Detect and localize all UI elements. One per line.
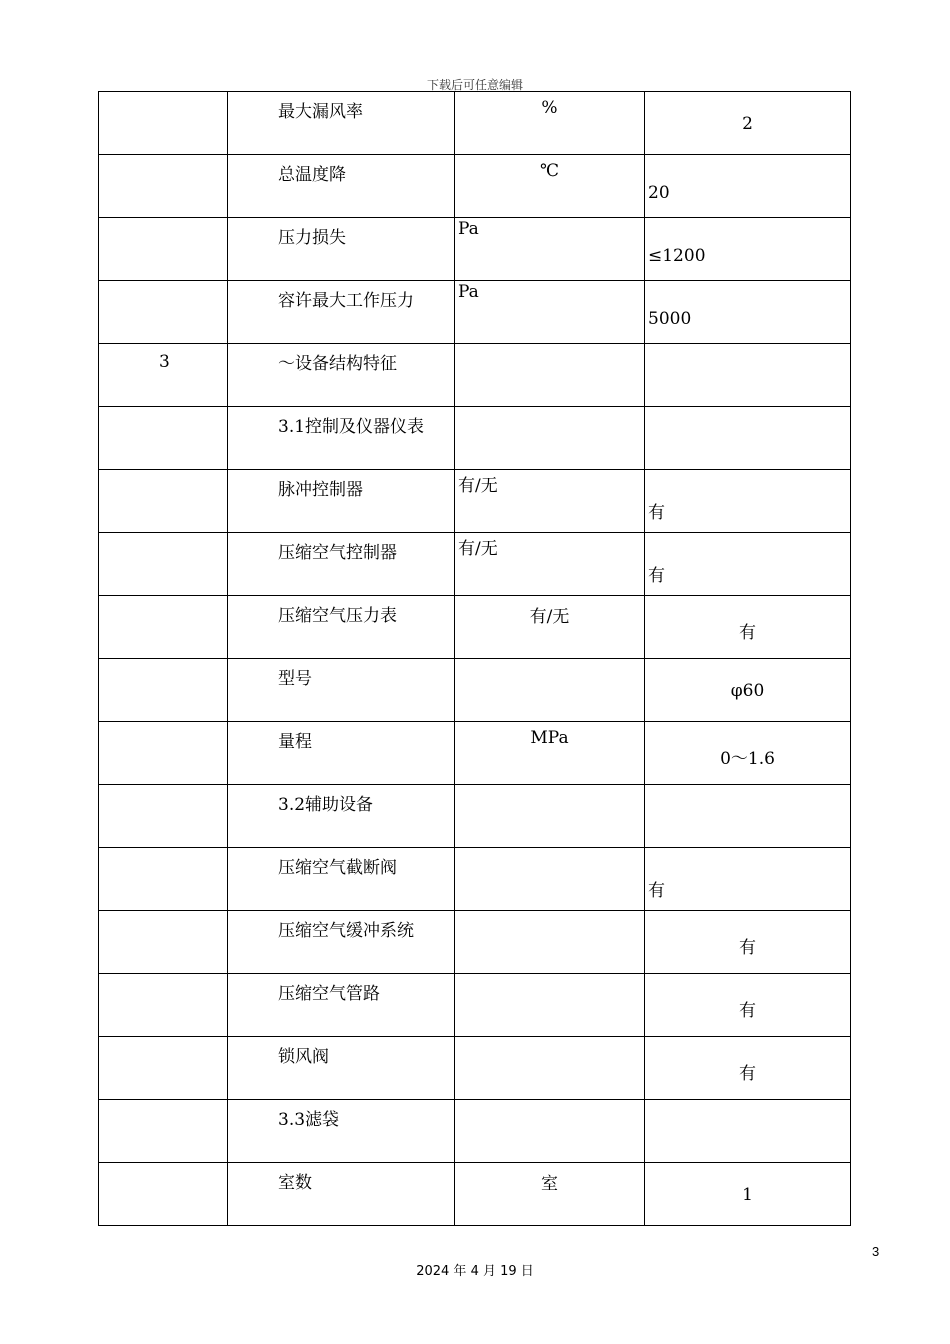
item-cell — [228, 1163, 455, 1226]
unit-cell — [455, 533, 645, 596]
value-cell — [645, 218, 851, 281]
unit: 室 — [541, 1174, 558, 1194]
value-cell — [645, 785, 851, 848]
item-name: 3.3滤袋 — [278, 1110, 340, 1130]
item-name: 脉冲控制器 — [278, 480, 363, 500]
unit-cell — [455, 659, 645, 722]
unit: Pa — [458, 282, 479, 302]
table-row — [99, 1163, 851, 1226]
item-name: 压缩空气控制器 — [278, 543, 397, 563]
value-cell — [645, 470, 851, 533]
table-row — [99, 911, 851, 974]
item-cell — [228, 281, 455, 344]
unit-cell — [455, 407, 645, 470]
item-name: 量程 — [278, 732, 312, 752]
unit: 有/无 — [458, 539, 498, 559]
row-number-cell — [99, 848, 228, 911]
page-number: 3 — [872, 1244, 880, 1259]
row-number-cell — [99, 470, 228, 533]
unit: 有/无 — [458, 476, 498, 496]
table-row — [99, 533, 851, 596]
value: 1 — [742, 1185, 753, 1205]
unit-cell — [455, 911, 645, 974]
item-name: 压力损失 — [278, 228, 346, 248]
item-cell — [228, 92, 455, 155]
item-name: 压缩空气管路 — [278, 984, 380, 1004]
unit-cell — [455, 155, 645, 218]
value: 0～1.6 — [720, 749, 775, 769]
value: 有 — [648, 503, 665, 523]
value: 有 — [739, 938, 756, 958]
value: 有 — [739, 1064, 756, 1084]
table-row — [99, 659, 851, 722]
row-number-cell — [99, 92, 228, 155]
value-cell — [645, 911, 851, 974]
row-number-cell — [99, 281, 228, 344]
table-row — [99, 470, 851, 533]
value-cell — [645, 596, 851, 659]
unit-cell — [455, 974, 645, 1037]
table-row — [99, 155, 851, 218]
row-number-cell — [99, 407, 228, 470]
row-number-cell — [99, 974, 228, 1037]
value-cell — [645, 155, 851, 218]
item-cell — [228, 1037, 455, 1100]
value: 有 — [739, 1001, 756, 1021]
item-name: 3.1控制及仪器仪表 — [278, 417, 425, 437]
value-cell — [645, 533, 851, 596]
row-number-cell — [99, 659, 228, 722]
unit-cell — [455, 785, 645, 848]
row-number-cell — [99, 785, 228, 848]
unit-cell — [455, 1037, 645, 1100]
table-row — [99, 281, 851, 344]
value: 20 — [648, 183, 670, 203]
item-name: 压缩空气截断阀 — [278, 858, 397, 878]
value: 5000 — [648, 309, 692, 329]
value: ≤1200 — [648, 246, 706, 266]
value-cell — [645, 1163, 851, 1226]
table-row — [99, 218, 851, 281]
row-number-cell — [99, 596, 228, 659]
value-cell — [645, 1100, 851, 1163]
value-cell — [645, 722, 851, 785]
row-number-cell — [99, 722, 228, 785]
table-row — [99, 974, 851, 1037]
item-name: 压缩空气压力表 — [278, 606, 397, 626]
item-cell — [228, 659, 455, 722]
item-name: ～设备结构特征 — [278, 354, 397, 374]
table-row — [99, 1100, 851, 1163]
unit-cell — [455, 470, 645, 533]
value: 有 — [648, 566, 665, 586]
row-number: 3 — [159, 352, 170, 372]
unit-cell — [455, 218, 645, 281]
table-row — [99, 92, 851, 155]
row-number-cell — [99, 911, 228, 974]
item-cell — [228, 533, 455, 596]
item-cell — [228, 974, 455, 1037]
unit: 有/无 — [529, 607, 570, 627]
item-cell — [228, 785, 455, 848]
item-name: 3.2辅助设备 — [278, 795, 374, 815]
value: 2 — [742, 114, 753, 134]
unit-cell — [455, 722, 645, 785]
value-cell — [645, 407, 851, 470]
table-row — [99, 722, 851, 785]
value-cell — [645, 344, 851, 407]
table-row — [99, 596, 851, 659]
table-row — [99, 407, 851, 470]
table-row — [99, 848, 851, 911]
unit-cell — [455, 1163, 645, 1226]
item-cell — [228, 344, 455, 407]
value: 有 — [648, 881, 665, 901]
unit-cell — [455, 92, 645, 155]
unit-cell — [455, 1100, 645, 1163]
item-cell — [228, 407, 455, 470]
item-name: 最大漏风率 — [278, 102, 363, 122]
value-cell — [645, 92, 851, 155]
unit: ℃ — [539, 161, 560, 181]
value-cell — [645, 281, 851, 344]
item-name: 室数 — [278, 1173, 312, 1193]
item-cell — [228, 218, 455, 281]
header-note: 下载后可任意编辑 — [426, 78, 523, 92]
unit-cell — [455, 596, 645, 659]
value-cell — [645, 848, 851, 911]
row-number-cell — [99, 1037, 228, 1100]
item-name: 总温度降 — [278, 165, 346, 185]
item-name: 型号 — [278, 669, 312, 689]
item-cell — [228, 911, 455, 974]
item-name: 容许最大工作压力 — [278, 291, 414, 311]
unit-cell — [455, 848, 645, 911]
spec-table — [98, 91, 851, 1226]
row-number-cell — [99, 155, 228, 218]
value: φ60 — [730, 681, 765, 701]
item-cell — [228, 1100, 455, 1163]
footer-date: 2024 年 4 月 19 日 — [416, 1264, 534, 1279]
value-cell — [645, 1037, 851, 1100]
value: 有 — [739, 623, 756, 643]
item-cell — [228, 470, 455, 533]
row-number-cell — [99, 1100, 228, 1163]
row-number-cell — [99, 1163, 228, 1226]
unit: MPa — [530, 728, 569, 748]
item-cell — [228, 596, 455, 659]
table-row — [99, 785, 851, 848]
unit-cell — [455, 281, 645, 344]
value-cell — [645, 974, 851, 1037]
item-cell — [228, 722, 455, 785]
item-cell — [228, 155, 455, 218]
unit: % — [541, 98, 558, 118]
item-name: 压缩空气缓冲系统 — [278, 921, 414, 941]
row-number-cell — [99, 533, 228, 596]
row-number-cell — [99, 344, 228, 407]
row-number-cell — [99, 218, 228, 281]
table-row — [99, 1037, 851, 1100]
unit: Pa — [458, 219, 479, 239]
value-cell — [645, 659, 851, 722]
unit-cell — [455, 344, 645, 407]
item-name: 锁风阀 — [278, 1047, 329, 1067]
item-cell — [228, 848, 455, 911]
table-row — [99, 344, 851, 407]
